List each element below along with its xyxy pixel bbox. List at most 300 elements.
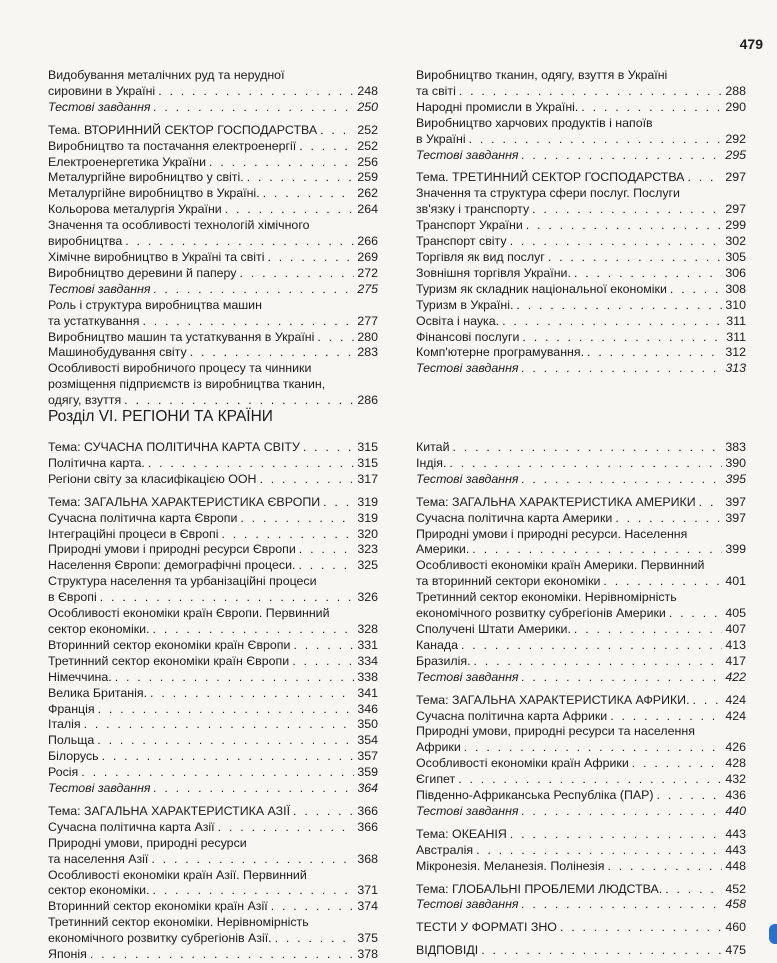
toc-page-number: 354 <box>357 733 378 748</box>
dot-leader <box>240 511 354 527</box>
toc-entry-title-line: Природні умови, природні ресурси та населення <box>416 724 695 739</box>
toc-page-number: 325 <box>357 558 378 573</box>
toc-entry-title: Народні промисли в Україні. <box>416 99 579 114</box>
toc-entry-title: Південно-Африканська Республіка (ПАР) <box>416 788 654 803</box>
toc-page-number: 424 <box>725 708 746 723</box>
toc-page-number: 250 <box>357 99 378 114</box>
toc-entry <box>48 717 378 733</box>
dot-leader <box>154 781 355 797</box>
toc-page-number: 366 <box>357 819 378 834</box>
dot-leader <box>459 84 722 100</box>
dot-leader <box>317 330 354 346</box>
toc-entry-title: Виробництво та постачання електроенергії <box>48 138 297 153</box>
toc-entry <box>48 804 378 820</box>
toc-entry-title: Тема: ЗАГАЛЬНА ХАРАКТЕРИСТИКА АЗІЇ <box>48 803 291 818</box>
toc-entry <box>416 843 746 859</box>
toc-entry-title: виробництва <box>48 234 123 249</box>
toc-page-number: 286 <box>357 393 378 408</box>
toc-entry <box>416 100 746 116</box>
toc-entry-title: Вторинний сектор економіки країн Європи <box>48 637 291 652</box>
toc-page-number: 405 <box>725 606 746 621</box>
toc-page-number: 401 <box>725 574 746 589</box>
dot-leader <box>615 511 722 527</box>
toc-entry-title: ВІДПОВІДІ <box>416 943 479 958</box>
toc-page-number: 292 <box>725 131 746 146</box>
toc-page-number: 422 <box>725 669 746 684</box>
toc-page-number: 305 <box>725 249 746 264</box>
dot-leader <box>150 686 354 702</box>
toc-entry <box>416 330 746 346</box>
toc-entry-title: сировини в Україні <box>48 83 156 98</box>
dot-leader <box>481 943 722 959</box>
dot-leader <box>90 947 354 963</box>
toc-entry-title: Тестові завдання <box>416 897 519 912</box>
dot-leader <box>670 282 722 298</box>
toc-entry <box>416 804 746 820</box>
dot-leader <box>154 100 355 116</box>
toc-top-left <box>48 68 378 409</box>
toc-page-number: 312 <box>725 345 746 360</box>
toc-entry <box>416 788 746 804</box>
toc-entry <box>416 756 746 772</box>
toc-entry <box>48 345 378 361</box>
dot-leader <box>102 749 355 765</box>
dot-leader <box>603 574 722 590</box>
toc-entry <box>416 456 746 472</box>
toc-entry <box>416 590 746 622</box>
toc-entry <box>48 440 378 456</box>
toc-entry-title: Металургійне виробництво у світі. <box>48 170 244 185</box>
toc-entry <box>48 68 378 100</box>
toc-entry <box>416 772 746 788</box>
toc-entry-title: Тестові завдання <box>416 471 519 486</box>
toc-entry-title: в Україні <box>416 131 466 146</box>
toc-page-number: 275 <box>357 281 378 296</box>
toc-page-number: 458 <box>725 897 746 912</box>
toc-entry-title: Зовнішня торгівля України. <box>416 265 571 280</box>
toc-entry-title: Сполучені Штати Америки. <box>416 621 571 636</box>
toc-page-number: 290 <box>725 99 746 114</box>
toc-entry <box>48 298 378 330</box>
toc-entry-title: Тема: ГЛОБАЛЬНІ ПРОБЛЕМИ ЛЮДСТВА. <box>416 881 663 896</box>
dot-leader <box>516 298 722 314</box>
toc-page-number: 368 <box>357 851 378 866</box>
toc-entry <box>48 558 378 574</box>
toc-page-number: 374 <box>357 899 378 914</box>
dot-leader <box>502 314 723 330</box>
dot-leader <box>158 84 354 100</box>
toc-entry-title: Комп'ютерне програмування. <box>416 345 585 360</box>
toc-entry-title-line: Значення та структура сфери послуг. Послуги <box>416 186 680 201</box>
corner-tab <box>769 924 777 944</box>
dot-leader <box>522 330 723 346</box>
toc-page-number: 323 <box>357 542 378 557</box>
dot-leader <box>574 266 722 282</box>
toc-page-number: 252 <box>357 122 378 137</box>
dot-leader <box>560 920 722 936</box>
dot-leader <box>153 622 355 638</box>
toc-page-number: 311 <box>726 329 746 344</box>
toc-entry <box>416 724 746 756</box>
dot-leader <box>587 345 722 361</box>
toc-entry-title-line: Видобування металічних руд та нерудної <box>48 68 285 82</box>
toc-entry <box>416 361 746 377</box>
dot-leader <box>298 558 354 574</box>
toc-entry <box>416 148 746 164</box>
toc-entry <box>48 947 378 963</box>
dot-leader <box>151 852 354 868</box>
toc-page-number: 366 <box>357 803 378 818</box>
dot-leader <box>522 472 723 488</box>
dot-leader <box>522 670 723 686</box>
toc-page-number: 395 <box>725 471 746 486</box>
toc-entry-title: Китай <box>416 440 450 454</box>
toc-entry <box>48 266 378 282</box>
toc-entry <box>48 218 378 250</box>
toc-entry <box>416 266 746 282</box>
toc-entry <box>48 638 378 654</box>
toc-page-number: 424 <box>725 692 746 707</box>
toc-entry <box>416 882 746 898</box>
toc-entry-title: Тема: СУЧАСНА ПОЛІТИЧНА КАРТА СВІТУ <box>48 440 300 454</box>
toc-entry-title: Італія <box>48 717 81 732</box>
dot-leader <box>476 843 722 859</box>
toc-entry-title: Металургійне виробництво в Україні. <box>48 186 260 201</box>
toc-page-number: 375 <box>357 931 378 946</box>
toc-entry-title-line: Виробництво тканин, одягу, взуття в Україні <box>416 68 668 82</box>
toc-page-number: 269 <box>357 249 378 264</box>
toc-entry-title: Німеччина. <box>48 669 112 684</box>
dot-leader <box>259 472 354 488</box>
toc-entry-title-line: Структура населення та урбанізаційні процеси <box>48 574 317 589</box>
toc-entry <box>416 472 746 488</box>
toc-entry-title: Тестові завдання <box>48 99 151 114</box>
dot-leader <box>323 495 354 511</box>
toc-page-number: 364 <box>357 781 378 796</box>
toc-page-number: 436 <box>725 788 746 803</box>
toc-entry-title: Торгівля як вид послуг <box>416 249 545 264</box>
dot-leader <box>472 542 722 558</box>
dot-leader <box>532 202 722 218</box>
toc-entry-title: Америки. <box>416 542 470 557</box>
dot-leader <box>84 717 355 733</box>
toc-entry-title: Фінансові послуги <box>416 329 520 344</box>
dot-leader <box>665 882 722 898</box>
dot-leader <box>522 897 723 913</box>
toc-page-number: 320 <box>357 526 378 541</box>
toc-entry <box>48 915 378 947</box>
dot-leader <box>267 250 354 266</box>
toc-entry <box>48 472 378 488</box>
toc-entry-title: Мікронезія. Меланезія. Полінезія <box>416 858 605 873</box>
toc-page-number: 460 <box>725 920 746 935</box>
dot-leader <box>453 440 723 456</box>
toc-entry <box>416 511 746 527</box>
toc-page-number: 262 <box>357 186 378 201</box>
toc-entry-title: Кольорова металургія України <box>48 202 222 217</box>
toc-page-number: 383 <box>725 440 746 454</box>
toc-page-number: 288 <box>725 83 746 98</box>
dot-leader <box>125 234 354 250</box>
dot-leader <box>263 186 355 202</box>
toc-entry <box>48 542 378 558</box>
toc-entry <box>416 558 746 590</box>
dot-leader <box>461 638 722 654</box>
toc-entry-title: Росія <box>48 765 79 780</box>
toc-page-number: 432 <box>725 772 746 787</box>
dot-leader <box>522 361 723 377</box>
toc-page-number: 350 <box>357 717 378 732</box>
dot-leader <box>124 393 354 409</box>
toc-page-number: 440 <box>725 803 746 818</box>
toc-entry-title: економічного розвитку субрегіонів Америки <box>416 606 666 621</box>
toc-page-number: 397 <box>725 494 746 509</box>
dot-leader <box>240 266 355 282</box>
toc-page-number: 397 <box>725 510 746 525</box>
toc-entry <box>416 638 746 654</box>
toc-entry-title: Канада <box>416 637 458 652</box>
toc-entry <box>48 868 378 900</box>
toc-page-number: 252 <box>357 138 378 153</box>
dot-leader <box>218 820 355 836</box>
toc-page-number: 390 <box>725 455 746 470</box>
toc-entry <box>416 234 746 250</box>
toc-entry-title: Тема: ЗАГАЛЬНА ХАРАКТЕРИСТИКА ЄВРОПИ <box>48 494 321 509</box>
toc-page-number: 302 <box>725 234 746 249</box>
toc-entry-title: Регіони світу за класифікацією ООН <box>48 471 257 486</box>
dot-leader <box>449 456 722 472</box>
toc-entry-title: Сучасна політична карта Америки <box>416 510 613 525</box>
toc-page-number: 297 <box>725 170 746 185</box>
toc-entry <box>48 123 378 139</box>
toc-entry-title-line: Роль і структура виробництва машин <box>48 297 262 312</box>
toc-entry <box>48 733 378 749</box>
toc-entry <box>416 859 746 875</box>
toc-entry-title: Тестові завдання <box>416 361 519 376</box>
toc-entry <box>48 749 378 765</box>
dot-leader <box>522 148 723 164</box>
toc-page-number: 313 <box>725 361 746 376</box>
toc-entry-title: Тема: ОКЕАНІЯ <box>416 826 507 841</box>
toc-entry-title-line: розміщення підприємств із виробництва тканин, <box>48 377 326 392</box>
toc-entry-title: Туризм в Україні. <box>416 297 514 312</box>
toc-entry-title: та світі <box>416 83 456 98</box>
toc-entry-title: Транспорт України <box>416 218 523 233</box>
toc-page-number: 319 <box>357 494 378 509</box>
toc-entry <box>48 456 378 472</box>
toc-page-number: 443 <box>725 842 746 857</box>
toc-page-number: 452 <box>725 881 746 896</box>
toc-page-number: 426 <box>725 740 746 755</box>
toc-page-number: 346 <box>357 701 378 716</box>
dot-leader <box>115 670 355 686</box>
dot-leader <box>275 931 355 947</box>
toc-entry-title: Африки <box>416 740 461 755</box>
toc-page-number: 315 <box>357 440 378 454</box>
toc-page-number: 272 <box>357 265 378 280</box>
toc-page-number: 328 <box>357 621 378 636</box>
toc-entry-title: Сучасна політична карта Африки <box>416 708 608 723</box>
toc-entry-title: Франція <box>48 701 95 716</box>
toc-page-number: 317 <box>357 471 378 486</box>
toc-entry-title-line: Виробництво харчових продуктів і напоїв <box>416 115 653 130</box>
toc-entry <box>48 511 378 527</box>
toc-page-number: 256 <box>357 154 378 169</box>
toc-entry <box>416 897 746 913</box>
dot-leader <box>293 638 354 654</box>
toc-entry-title: Вторинний сектор економіки країн Азії <box>48 899 268 914</box>
dot-leader <box>474 654 723 670</box>
toc-entry <box>48 495 378 511</box>
toc-page-number: 306 <box>725 265 746 280</box>
toc-page-number: 248 <box>357 83 378 98</box>
toc-entry-title: Електроенергетика України <box>48 154 206 169</box>
toc-entry <box>416 68 746 100</box>
toc-entry <box>416 186 746 218</box>
dot-leader <box>669 606 722 622</box>
toc-entry-title: Освіта і наука. <box>416 313 500 328</box>
toc-entry-title: Тестові завдання <box>48 281 151 296</box>
toc-page-number: 315 <box>357 455 378 470</box>
toc-entry-title: Австралія <box>416 842 474 857</box>
toc-entry-title: економічного розвитку субрегіонів Азії. <box>48 931 272 946</box>
toc-entry <box>416 943 746 959</box>
toc-page-number: 407 <box>725 621 746 636</box>
toc-page-number: 319 <box>357 510 378 525</box>
toc-entry <box>416 345 746 361</box>
toc-entry-title: та населення Азії <box>48 851 149 866</box>
toc-bottom-right <box>416 440 746 959</box>
dot-leader <box>526 218 723 234</box>
toc-page-number: 359 <box>357 765 378 780</box>
toc-entry <box>48 606 378 638</box>
toc-entry <box>48 527 378 543</box>
toc-entry-title: Японія <box>48 947 87 962</box>
toc-page-number: 277 <box>357 313 378 328</box>
toc-page-number: 443 <box>725 826 746 841</box>
toc-page-number: 475 <box>725 943 746 958</box>
toc-entry <box>48 155 378 171</box>
toc-entry-title: Транспорт світу <box>416 234 507 249</box>
toc-page-number: 378 <box>357 947 378 962</box>
dot-leader <box>225 202 355 218</box>
toc-entry-title-line: Значення та особливості технологій хімічного <box>48 218 310 233</box>
toc-entry-title: Політична карта. <box>48 455 145 470</box>
toc-entry-title: Тема. ТРЕТИННИЙ СЕКТОР ГОСПОДАРСТВА <box>416 170 685 185</box>
toc-entry <box>48 100 378 116</box>
toc-entry <box>416 670 746 686</box>
toc-page-number: 264 <box>357 202 378 217</box>
toc-entry-title: в Європі <box>48 590 97 605</box>
dot-leader <box>632 756 723 772</box>
toc-entry-title: Машинобудування світу <box>48 345 187 360</box>
toc-entry-title: Тестові завдання <box>416 669 519 684</box>
toc-entry <box>416 170 746 186</box>
toc-entry <box>416 495 746 511</box>
toc-entry-title: Єгипет <box>416 772 456 787</box>
toc-page-number: 357 <box>357 749 378 764</box>
dot-leader <box>303 440 354 456</box>
dot-leader <box>510 234 723 250</box>
dot-leader <box>190 345 355 361</box>
toc-entry <box>416 218 746 234</box>
dot-leader <box>271 899 355 915</box>
toc-entry-title: та вторинний сектори економіки <box>416 574 601 589</box>
toc-entry-title: Тестові завдання <box>416 803 519 818</box>
toc-entry-title: Хімічне виробництво в Україні та світі <box>48 249 265 264</box>
toc-entry-title: сектор економіки. <box>48 883 150 898</box>
toc-entry <box>416 920 746 936</box>
dot-leader <box>574 622 722 638</box>
toc-page-number: 283 <box>357 345 378 360</box>
dot-leader <box>153 883 355 899</box>
toc-entry <box>48 330 378 346</box>
toc-page-number: 259 <box>357 170 378 185</box>
toc-entry-title: Виробництво деревини й паперу <box>48 265 237 280</box>
dot-leader <box>510 827 723 843</box>
toc-entry-title: Сучасна політична карта Азії <box>48 819 215 834</box>
toc-entry-title: Туризм як складник національної економіки <box>416 281 667 296</box>
toc-page-number: 334 <box>357 653 378 668</box>
toc-entry <box>48 139 378 155</box>
toc-entry-title: Білорусь <box>48 749 99 764</box>
toc-entry-title: зв'язку і транспорту <box>416 202 530 217</box>
dot-leader <box>221 527 354 543</box>
dot-leader <box>299 542 355 558</box>
toc-page-number: 413 <box>725 637 746 652</box>
dot-leader <box>657 788 723 804</box>
toc-entry-title-line: Особливості виробничого процесу та чинники <box>48 361 312 376</box>
toc-page-number: 428 <box>725 756 746 771</box>
toc-bottom-left <box>48 440 378 963</box>
toc-entry <box>416 116 746 148</box>
toc-page-number: 310 <box>725 297 746 312</box>
toc-entry <box>48 836 378 868</box>
dot-leader <box>100 590 355 606</box>
toc-page-number: 311 <box>726 313 746 328</box>
toc-entry <box>416 693 746 709</box>
toc-entry <box>48 781 378 797</box>
dot-leader <box>320 123 354 139</box>
toc-entry <box>48 820 378 836</box>
toc-entry <box>48 574 378 606</box>
toc-entry-title: Бразилія. <box>416 653 471 668</box>
dot-leader <box>469 132 723 148</box>
toc-entry-title: Природні умови і природні ресурси Європи <box>48 542 296 557</box>
toc-page-number: 280 <box>357 329 378 344</box>
toc-entry <box>48 250 378 266</box>
toc-entry-title-line: Особливості економіки країн Америки. Первинний <box>416 558 705 573</box>
dot-leader <box>693 693 723 709</box>
dot-leader <box>148 456 355 472</box>
dot-leader <box>699 495 723 511</box>
toc-entry <box>416 440 746 456</box>
toc-page-number: 448 <box>725 858 746 873</box>
toc-entry-title: Тема. ВТОРИННИЙ СЕКТОР ГОСПОДАРСТВА <box>48 122 318 137</box>
dot-leader <box>97 733 354 749</box>
toc-entry-title: Виробництво машин та устаткування в Україні <box>48 329 315 344</box>
toc-entry <box>48 202 378 218</box>
toc-entry-title: Польща <box>48 733 95 748</box>
dot-leader <box>292 654 354 670</box>
dot-leader <box>98 702 355 718</box>
toc-entry-title: Велика Британія. <box>48 685 148 700</box>
dot-leader <box>142 314 354 330</box>
toc-page-number: 341 <box>357 685 378 700</box>
toc-entry <box>416 827 746 843</box>
dot-leader <box>247 170 355 186</box>
toc-entry-title: Тема: ЗАГАЛЬНА ХАРАКТЕРИСТИКА АМЕРИКИ <box>416 494 696 509</box>
